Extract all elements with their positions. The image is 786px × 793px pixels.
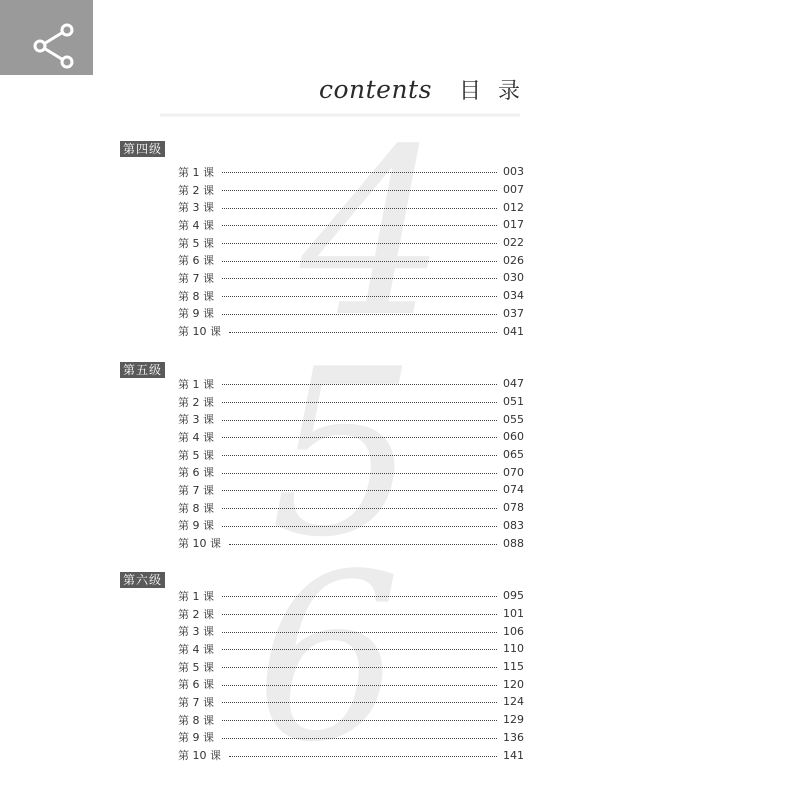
leader-dots xyxy=(222,402,497,403)
title-underline-decoration xyxy=(160,112,520,118)
leader-dots xyxy=(222,508,497,509)
leader-dots xyxy=(222,614,497,615)
page-number: 047 xyxy=(503,377,524,391)
page-number: 003 xyxy=(503,165,524,179)
decorative-digit-6: 6 xyxy=(255,526,402,793)
leader-dots xyxy=(222,596,497,597)
leader-dots xyxy=(222,243,497,244)
leader-dots xyxy=(222,632,497,633)
leader-dots xyxy=(229,332,497,333)
page-number: 078 xyxy=(503,501,524,515)
page-number: 051 xyxy=(503,395,524,409)
lesson-row[interactable] xyxy=(178,517,524,535)
decorative-digit-4: 4 xyxy=(300,101,447,368)
lesson-list-level-5 xyxy=(178,375,524,552)
page-number: 007 xyxy=(503,183,524,197)
lesson-name: 第 10 课 xyxy=(178,537,221,551)
leader-dots xyxy=(222,384,497,385)
leader-dots xyxy=(229,756,497,757)
lesson-name: 第 4 课 xyxy=(178,218,214,232)
level-label-6: 第六级 xyxy=(120,572,165,588)
page-number: 017 xyxy=(503,218,524,232)
page-number: 110 xyxy=(503,642,524,656)
lesson-row[interactable] xyxy=(178,251,524,269)
lesson-row[interactable] xyxy=(178,658,524,676)
lesson-name: 第 5 课 xyxy=(178,660,214,674)
lesson-row[interactable] xyxy=(178,322,524,340)
leader-dots xyxy=(222,190,497,191)
lesson-row[interactable] xyxy=(178,622,524,640)
decorative-digit-5: 5 xyxy=(270,321,417,588)
lesson-row[interactable] xyxy=(178,587,524,605)
lesson-name: 第 7 课 xyxy=(178,695,214,709)
lesson-row[interactable] xyxy=(178,499,524,517)
lesson-name: 第 9 课 xyxy=(178,731,214,745)
lesson-row[interactable] xyxy=(178,393,524,411)
lesson-name: 第 2 课 xyxy=(178,607,214,621)
leader-dots xyxy=(222,685,497,686)
page-number: 095 xyxy=(503,589,524,603)
lesson-name: 第 6 课 xyxy=(178,678,214,692)
page-number: 012 xyxy=(503,200,524,214)
lesson-row[interactable] xyxy=(178,693,524,711)
page-number: 115 xyxy=(503,660,524,674)
page-number: 101 xyxy=(503,607,524,621)
lesson-row[interactable] xyxy=(178,305,524,323)
leader-dots xyxy=(222,473,497,474)
lesson-row[interactable] xyxy=(178,640,524,658)
lesson-row[interactable] xyxy=(178,463,524,481)
leader-dots xyxy=(222,225,497,226)
leader-dots xyxy=(222,296,497,297)
lesson-name: 第 1 课 xyxy=(178,377,214,391)
lesson-row[interactable] xyxy=(178,375,524,393)
page-number: 034 xyxy=(503,289,524,303)
lesson-name: 第 8 课 xyxy=(178,501,214,515)
lesson-row[interactable] xyxy=(178,410,524,428)
lesson-list-level-6 xyxy=(178,587,524,764)
lesson-name: 第 3 课 xyxy=(178,625,214,639)
lesson-name: 第 4 课 xyxy=(178,642,214,656)
leader-dots xyxy=(222,455,497,456)
page-number: 060 xyxy=(503,430,524,444)
lesson-row[interactable] xyxy=(178,287,524,305)
page-number: 136 xyxy=(503,730,524,744)
lesson-name: 第 3 课 xyxy=(178,413,214,427)
lesson-name: 第 8 课 xyxy=(178,713,214,727)
lesson-row[interactable] xyxy=(178,746,524,764)
page-number: 070 xyxy=(503,465,524,479)
lesson-name: 第 5 课 xyxy=(178,448,214,462)
leader-dots xyxy=(222,649,497,650)
lesson-name: 第 5 课 xyxy=(178,236,214,250)
leader-dots xyxy=(222,437,497,438)
lesson-row[interactable] xyxy=(178,198,524,216)
page-number: 037 xyxy=(503,306,524,320)
page-number: 083 xyxy=(503,518,524,532)
lesson-name: 第 6 课 xyxy=(178,466,214,480)
page-number: 141 xyxy=(503,748,524,762)
page-number: 106 xyxy=(503,624,524,638)
lesson-name: 第 9 课 xyxy=(178,307,214,321)
page-number: 074 xyxy=(503,483,524,497)
lesson-name: 第 6 课 xyxy=(178,254,214,268)
lesson-name: 第 2 课 xyxy=(178,395,214,409)
lesson-name: 第 1 课 xyxy=(178,589,214,603)
leader-dots xyxy=(222,526,497,527)
leader-dots xyxy=(222,702,497,703)
leader-dots xyxy=(222,208,497,209)
title-chinese: 目 录 xyxy=(459,79,526,104)
lesson-name: 第 10 课 xyxy=(178,325,221,339)
lesson-name: 第 2 课 xyxy=(178,183,214,197)
lesson-row[interactable] xyxy=(178,234,524,252)
lesson-row[interactable] xyxy=(178,216,524,234)
page-number: 088 xyxy=(503,536,524,550)
leader-dots xyxy=(222,420,497,421)
lesson-name: 第 1 课 xyxy=(178,165,214,179)
lesson-row[interactable] xyxy=(178,605,524,623)
lesson-row[interactable] xyxy=(178,181,524,199)
leader-dots xyxy=(222,720,497,721)
title-english: contents xyxy=(318,75,432,104)
page-number: 120 xyxy=(503,677,524,691)
share-icon xyxy=(30,22,78,70)
page-number: 030 xyxy=(503,271,524,285)
page-number: 026 xyxy=(503,253,524,267)
leader-dots xyxy=(222,261,497,262)
page-number: 124 xyxy=(503,695,524,709)
lesson-row[interactable] xyxy=(178,711,524,729)
lesson-row[interactable] xyxy=(178,534,524,552)
lesson-row[interactable] xyxy=(178,675,524,693)
leader-dots xyxy=(229,544,497,545)
lesson-row[interactable] xyxy=(178,428,524,446)
lesson-name: 第 3 课 xyxy=(178,201,214,215)
leader-dots xyxy=(222,172,497,173)
leader-dots xyxy=(222,667,497,668)
leader-dots xyxy=(222,490,497,491)
leader-dots xyxy=(222,314,497,315)
share-button[interactable] xyxy=(0,0,93,75)
leader-dots xyxy=(222,278,497,279)
lesson-name: 第 7 课 xyxy=(178,483,214,497)
lesson-name: 第 8 课 xyxy=(178,289,214,303)
page-number: 065 xyxy=(503,448,524,462)
lesson-list-level-4 xyxy=(178,163,524,340)
lesson-name: 第 10 课 xyxy=(178,749,221,763)
lesson-row[interactable] xyxy=(178,269,524,287)
lesson-row[interactable] xyxy=(178,446,524,464)
lesson-row[interactable] xyxy=(178,729,524,747)
lesson-name: 第 4 课 xyxy=(178,430,214,444)
page-number: 129 xyxy=(503,713,524,727)
page-number: 055 xyxy=(503,412,524,426)
lesson-name: 第 9 课 xyxy=(178,519,214,533)
page-title xyxy=(0,74,786,105)
page-number: 022 xyxy=(503,236,524,250)
leader-dots xyxy=(222,738,497,739)
lesson-name: 第 7 课 xyxy=(178,271,214,285)
level-label-5: 第五级 xyxy=(120,362,165,378)
lesson-row[interactable] xyxy=(178,481,524,499)
level-label-4: 第四级 xyxy=(120,141,165,157)
page-number: 041 xyxy=(503,324,524,338)
lesson-row[interactable] xyxy=(178,163,524,181)
